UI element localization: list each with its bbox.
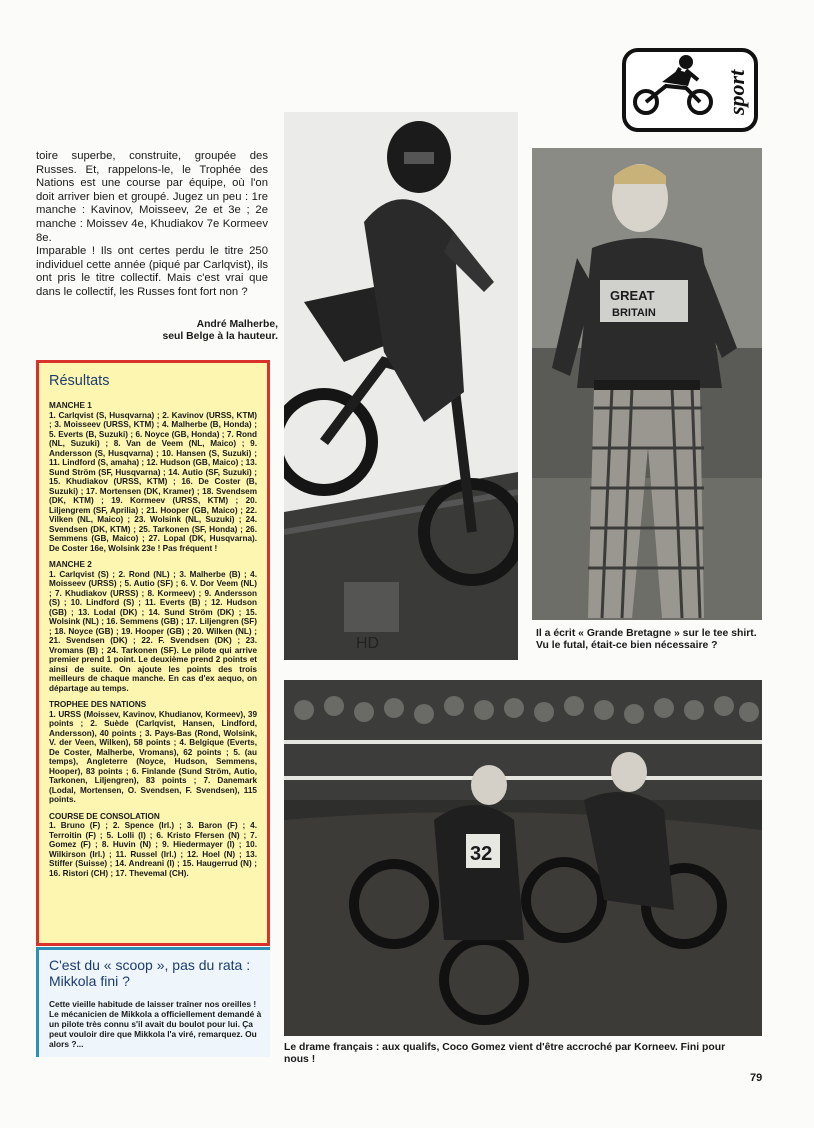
section-heading: MANCHE 2 bbox=[49, 560, 92, 569]
motocross-rider-icon bbox=[628, 52, 728, 128]
section-heading: MANCHE 1 bbox=[49, 401, 92, 410]
results-title: Résultats bbox=[49, 373, 110, 389]
scoop-title: C'est du « scoop », pas du rata : Mikkola fini ? bbox=[49, 957, 251, 989]
section-text: 1. Bruno (F) ; 2. Spence (Irl.) ; 3. Baron (F) ; 4. Terroitin (F) ; 5. Lolli (I) ; 6. Kristo Ffersen (N) ; 7. Gomez (F) ; 8. Huvin (N) ; 9. Hiedermayer (I) ; 10. Wilkirson (Irl.) ; 11. Russel (Irl.) ; 12. Hoel (N) ; 13. Stiffer (Suisse) ; 14. Andreani (I) ; 15. Haugerrud (N) ; 16. Ristori (CH) ; 17. Thevemal (CH). bbox=[49, 821, 257, 878]
section-heading: COURSE DE CONSOLATION bbox=[49, 811, 160, 821]
shirt-text-great: GREAT bbox=[610, 288, 655, 303]
logo-word: sport bbox=[724, 69, 749, 115]
section-text: 1. URSS (Moissev, Kavinov, Khudianov, Kormeev), 39 points ; 2. Suède (Carlqvist, Hansen, Lindford, Andersson), 40 points ; 3. Pays-Bas (Rond, Wolsink, V. der Veen, Wilken), 58 points ; 4. Belgique (Everts, De Coster, Malherbe, Vromans), 62 points ; 5. (au temps), Angleterre (Noyce, Hudson, Semmens, Hooper), 83 points ; 6. Finlande (Sund Ström, Autio, Tarkonen, Liljengren), 83 points ; 7. Danemark (Lodal, Mortensen, O. Svendsen, F. Svendsen), 115 points. bbox=[49, 709, 257, 804]
results-manche-2 bbox=[49, 560, 257, 693]
caption-line: seul Belge à la hauteur. bbox=[162, 331, 278, 343]
photo-malherbe-jump bbox=[284, 112, 518, 660]
scoop-box bbox=[36, 947, 270, 1057]
caption-malherbe bbox=[120, 319, 278, 344]
results-trophee bbox=[49, 700, 257, 805]
photo-great-britain-shirt bbox=[532, 148, 762, 620]
watermark-text: HD bbox=[356, 635, 380, 652]
intro-paragraph: toire superbe, construite, groupée des Russes. Et, rappelons-le, le Trophée des Nations est une course par équipe, où l'on doit arriver bien et groupé. Jugez un peu : 1re manche : Kavinov, Moisseev, 2e et 3e ; 2e manche : Moissev 4e, Khudiakov 7e Kormeev 8e. bbox=[36, 150, 268, 244]
scoop-body: Cette vieille habitude de laisser traîner nos oreilles ! Le mécanicien de Mikkola a officiellement demandé à un pilote très connu s'il avait du boulot pour lui. Ça peut vouloir dire que Mikkola l'a viré, remarquez. Ou alors ?... bbox=[49, 999, 262, 1049]
page-number: 79 bbox=[750, 1072, 763, 1084]
results-consolation bbox=[49, 812, 257, 879]
intro-paragraph: Imparable ! Ils ont certes perdu le titre 250 individuel cette année (piqué par Carlqvist), ils ont pris le titre collectif. Mais c'est vrai que dans le collectif, les Russes font fort non ? bbox=[36, 245, 268, 298]
caption-line: André Malherbe, bbox=[196, 319, 278, 330]
caption-shirt: Il a écrit « Grande Bretagne » sur le tee shirt. Vu le futal, était-ce bien nécessaire ? bbox=[536, 628, 757, 652]
section-text: 1. Carlqvist (S, Husqvarna) ; 2. Kavinov (URSS, KTM) ; 3. Moisseev (URSS, KTM) ; 4. Malherbe (B, Honda) ; 5. Everts (B, Suzuki) ; 6. Noyce (GB, Honda) ; 7. Rond (NL, Suzuki) ; 8. Van de Veem (NL, Maico) ; 9. Andersson (S, Husqvarna) ; 10. Hansen (S, Suzuki) ; 11. Lindford (S, amaha) ; 12. Hudson (GB, Maico) ; 13. Sund Ström (SF, Husqvarna) ; 14. Autio (SF, Suzuki) ; 15. Khudiakov (URSS, KTM) ; 16. De Coster (B, Suzuki) ; 17. Mortensen (DK, Kramer) ; 18. Svendsem (DK, KTM) ; 19. Kormeev (URSS, KTM) ; 20. Liljengrem (SF, Aprilia) ; 21. Hooper (GB, Maico) ; 22. Vilken (NL, Maico) ; 23. Wolsink (NL, Suzuki) ; 24. Svendsen (DK, KTM) ; 25. Tarkonen (SF, Honda) ; 26. Semmens (GB, Maico) ; 27. Lopal (DK, Husqvarna). De Coster 16e, Wolsink 23e ! Pas fréquent ! bbox=[49, 410, 257, 553]
intro-text bbox=[36, 150, 268, 300]
photo-gomez-korneev bbox=[284, 680, 762, 1036]
section-text: 1. Carlqvist (S) ; 2. Rond (NL) ; 3. Malherbe (B) ; 4. Moisseev (URSS) ; 5. Autio (SF) ; 6. V. Dor Veem (NL) ; 7. Khudiakov (URSS) ; 8. Kormeev) ; 9. Andersson (S) ; 10. Lindford (S) ; 11. Everts (B) ; 12. Hudson (GB) ; 13. Lodal (DK) ; 14. Sund Ström (DK) ; 15. Wolsink (NL) ; 16. Semmens (GB) ; 17. Liljengren (SF) ; 18. Noyce (GB) ; 19. Hooper (GB) ; 20. Wilken (NL) ; 21. Svendsen (DK) ; 22. F. Svendsen (DK) ; 23. Vromans (B) ; 24. Tarkonen (SF). Le pilote qui arrive premier prend 1 point. Le deuxième prend 2 points et ainsi de suite. On ajoute les points des trois meilleurs de chaque manche. En cas d'ex aequo, on départage au temps. bbox=[49, 569, 257, 693]
results-manche-1 bbox=[49, 401, 257, 553]
section-heading: TROPHEE DES NATIONS bbox=[49, 700, 147, 709]
shirt-text-britain: BRITAIN bbox=[612, 307, 656, 319]
results-box bbox=[36, 360, 270, 946]
caption-drame: Le drame français : aux qualifs, Coco Gomez vient d'être accroché par Korneev. Fini pour nous ! bbox=[284, 1042, 726, 1066]
sport-logo bbox=[622, 48, 758, 132]
bike-number: 32 bbox=[470, 843, 493, 865]
